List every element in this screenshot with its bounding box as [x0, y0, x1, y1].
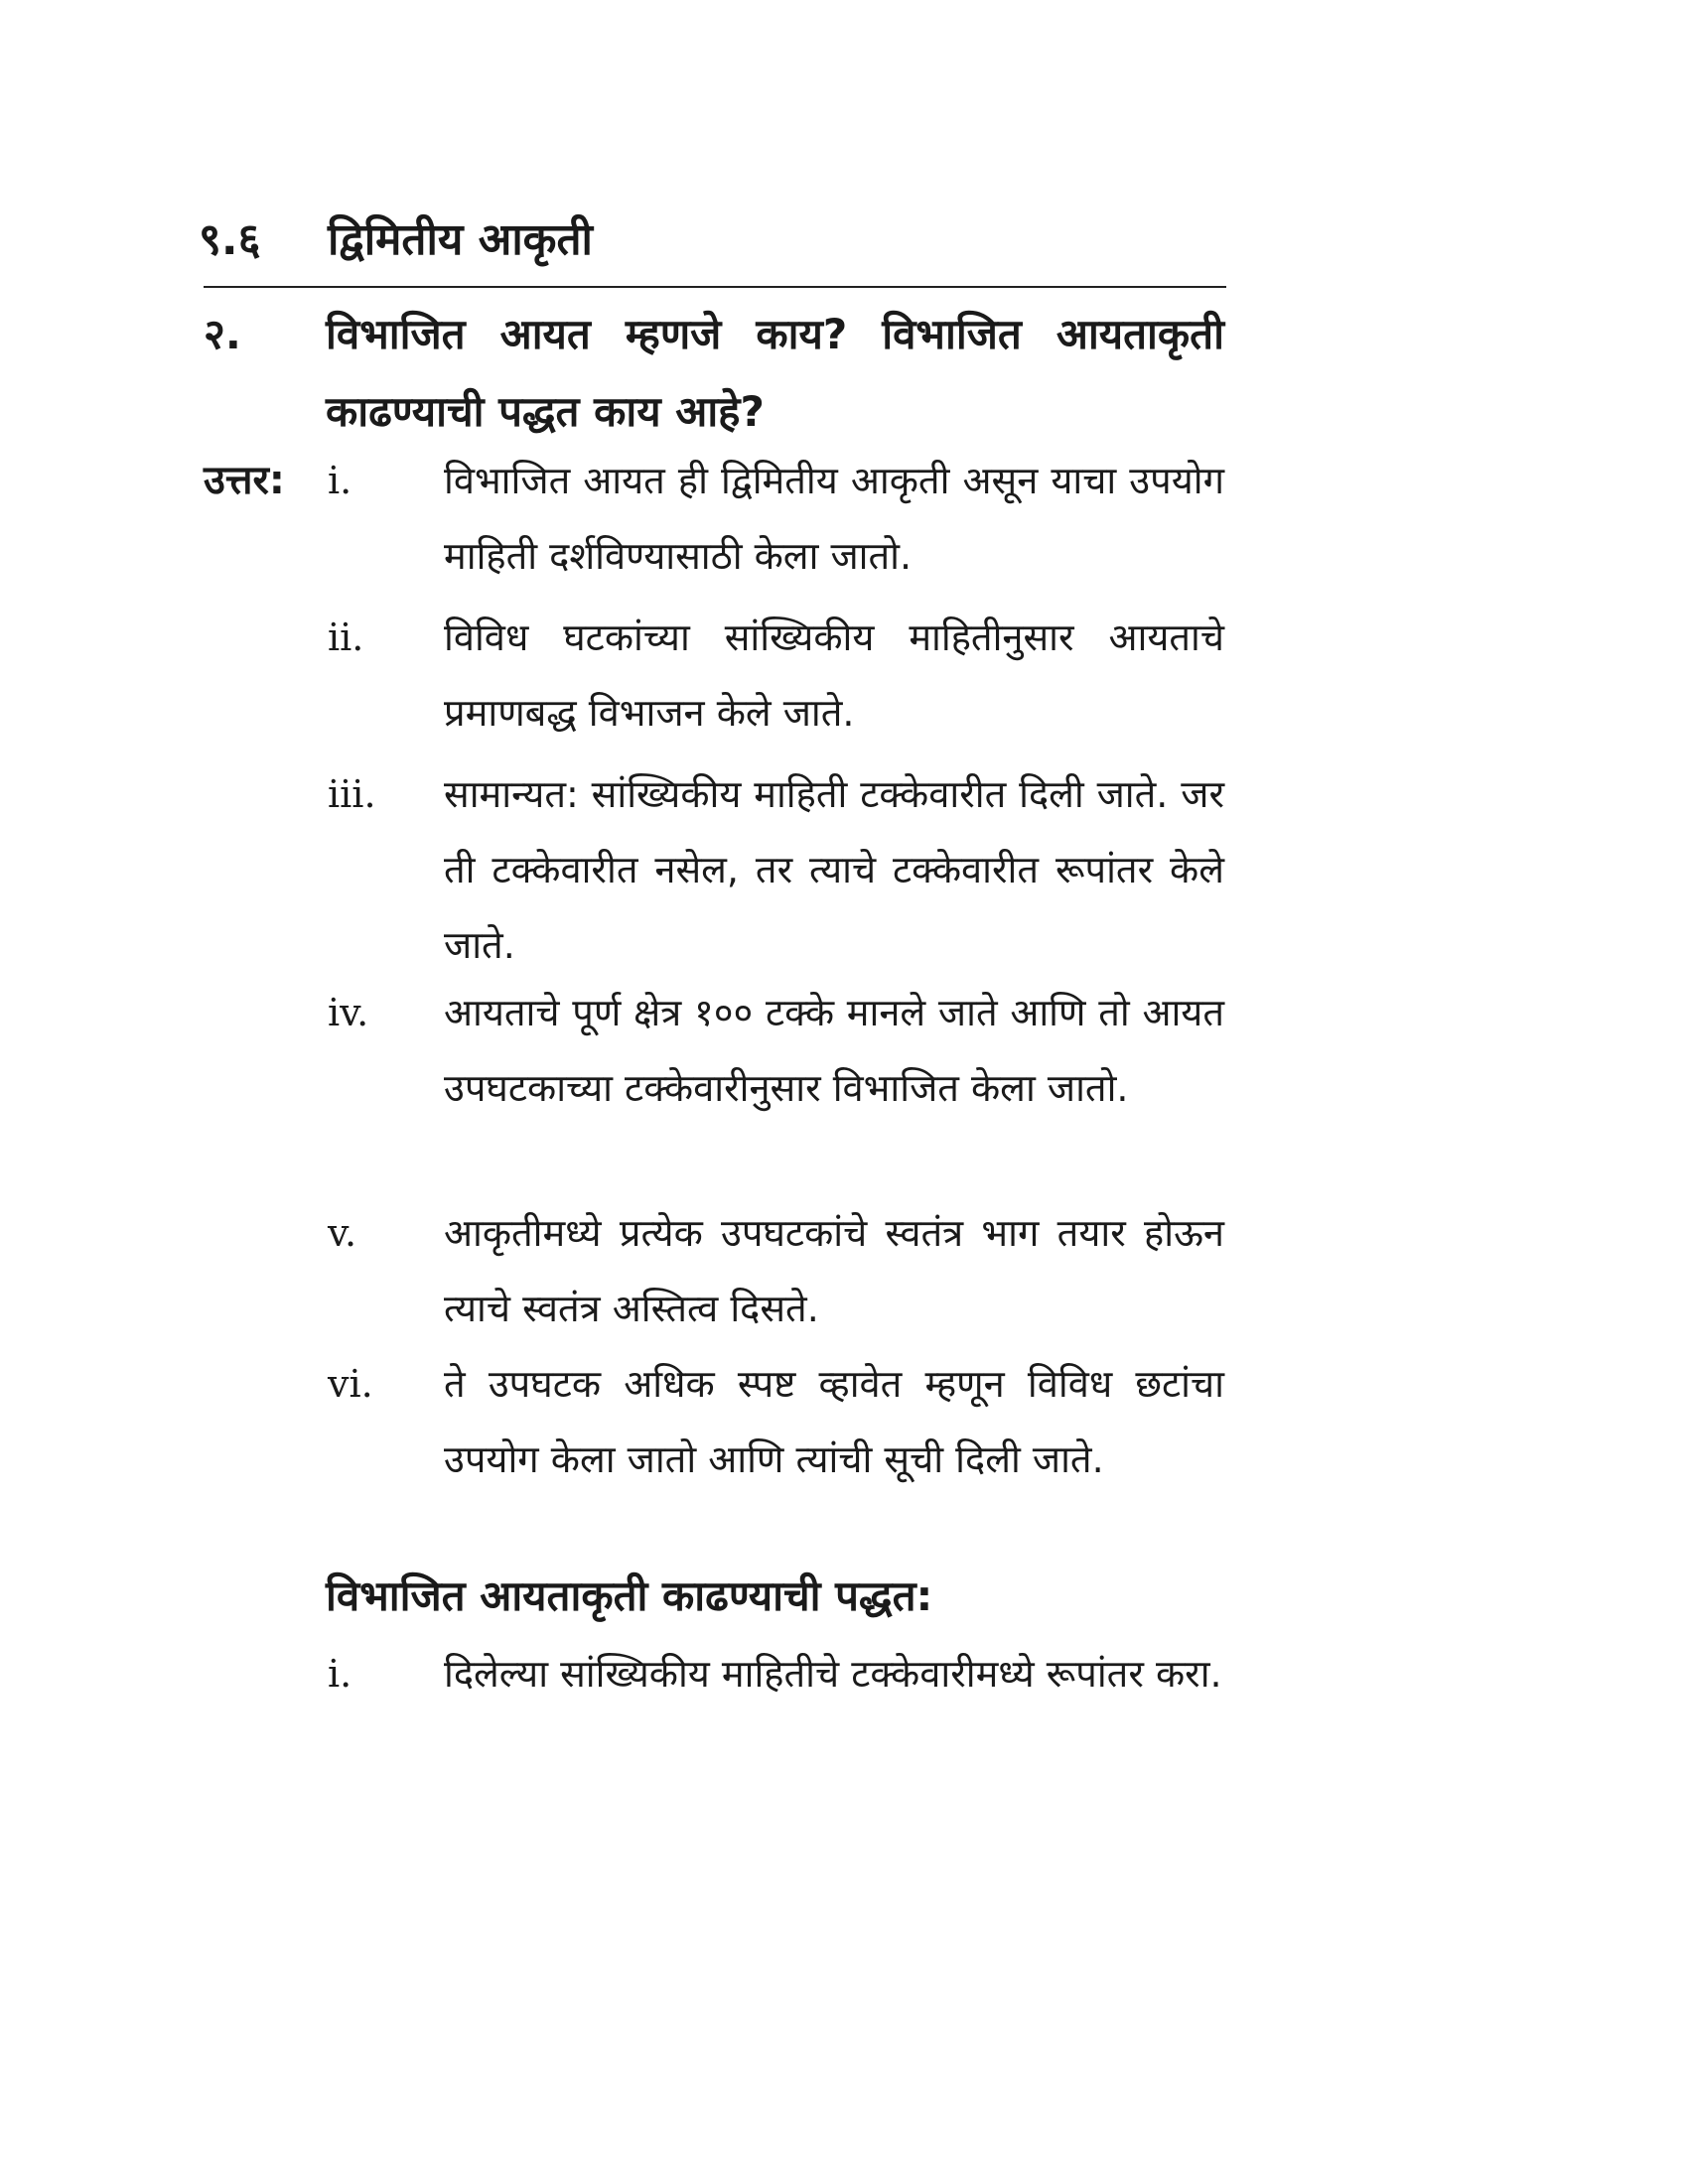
section-heading — [199, 210, 593, 270]
section-number: ९.६ — [199, 214, 261, 265]
question-number: २. — [204, 310, 241, 358]
method-item-text: दिलेल्या सांख्यिकीय माहितीचे टक्केवारीमध्ये रूपांतर करा. — [444, 1652, 1222, 1696]
method-heading: विभाजित आयताकृती काढण्याची पद्धत: — [326, 1571, 933, 1620]
answer-item-marker: ii. — [328, 615, 364, 659]
answer-item-text: आकृतीमध्ये प्रत्येक उपघटकांचे स्वतंत्र भाग तयार होऊन त्याचे स्वतंत्र अस्तित्व दिसते. — [444, 1211, 1224, 1330]
answer-item-marker: iii. — [328, 772, 376, 816]
heading-divider — [204, 286, 1226, 288]
method-item-marker: i. — [328, 1652, 352, 1696]
answer-item-marker: iv. — [328, 991, 369, 1034]
answer-item-text: आयताचे पूर्ण क्षेत्र १०० टक्के मानले जाते आणि तो आयत उपघटकाच्या टक्केवारीनुसार विभाजित केला जातो. — [444, 991, 1224, 1110]
answer-label: उत्तर: — [204, 458, 285, 503]
answer-item-marker: v. — [328, 1211, 357, 1255]
answer-item-text: सामान्यत: सांख्यिकीय माहिती टक्केवारीत दिली जाते. जर ती टक्केवारीत नसेल, तर त्याचे टक्केवारीत रूपांतर केले जाते. — [444, 772, 1224, 967]
answer-item-marker: vi. — [328, 1362, 373, 1406]
question-text: विभाजित आयत म्हणजे काय? विभाजित आयताकृती काढण्याची पद्धत काय आहे? — [326, 310, 1224, 436]
answer-item-text: विविध घटकांच्या सांख्यिकीय माहितीनुसार आयताचे प्रमाणबद्ध विभाजन केले जाते. — [444, 615, 1224, 735]
answer-item-text: विभाजित आयत ही द्विमितीय आकृती असून याचा उपयोग माहिती दर्शविण्यासाठी केला जातो. — [444, 459, 1224, 578]
section-title: द्विमितीय आकृती — [328, 214, 593, 265]
answer-item-text: ते उपघटक अधिक स्पष्ट व्हावेत म्हणून विविध छटांचा उपयोग केला जातो आणि त्यांची सूची दिली जाते. — [444, 1362, 1224, 1481]
answer-item-marker: i. — [328, 459, 352, 502]
